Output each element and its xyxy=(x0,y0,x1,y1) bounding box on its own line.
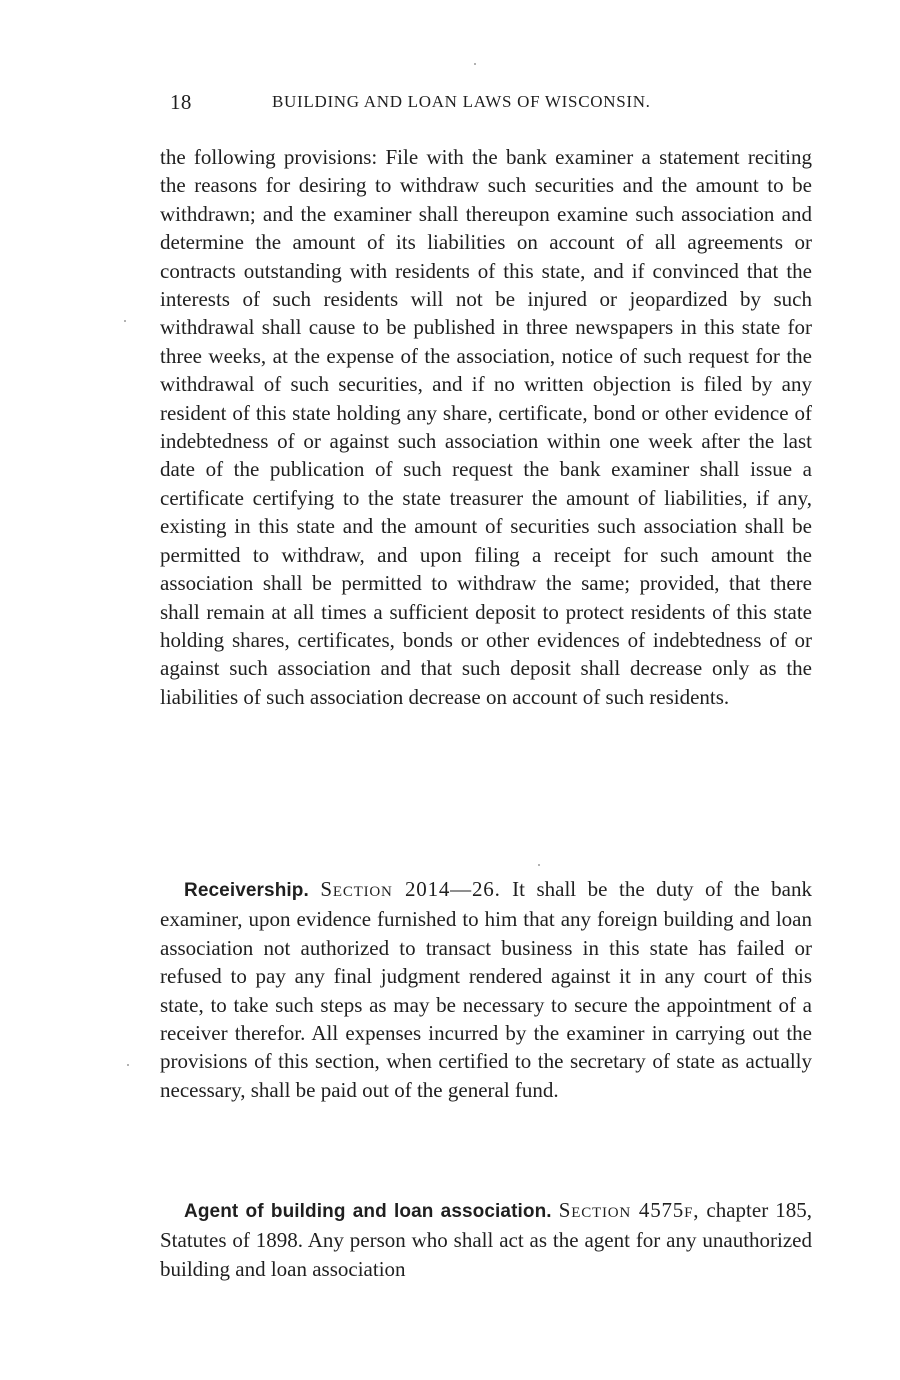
section-reference: Section 4575f, xyxy=(558,1198,700,1222)
paragraph-withdrawal-provisions xyxy=(160,143,812,711)
paper-speck xyxy=(538,864,540,866)
running-head: BUILDING AND LOAN LAWS OF WISCONSIN. xyxy=(272,92,651,111)
page-header xyxy=(170,86,790,118)
paper-speck xyxy=(124,320,126,322)
paper-speck xyxy=(474,63,476,65)
paragraph-text: the following provisions: File with the bank examiner a statement reciting the reasons for desiring to withdraw such securities and the amount to be withdrawn; and the examiner shall thereupon examine such association and determine the amount of its liabilities on account of all agreements or contracts outstanding with residents of this state, and if convinced that the interests of such residents will not be injured or jeopardized by such withdrawal shall cause to be published in three newspapers in this state for three weeks, at the expense of the association, notice of such request for the withdrawal of such securities, and if no written objection is filed by any resident of this state holding any share, certificate, bond or other evidence of indebtedness of or against such association within one week after the last date of the publication of such request the bank examiner shall issue a certificate certifying to the state treasurer the amount of liabilities, if any, existing in this state and the amount of securities such association shall be permitted to withdraw, and upon filing a receipt for such amount the association shall be permitted to withdraw the same; provided, that there shall remain at all times a sufficient deposit to protect residents of this state holding shares, certificates, bonds or other evidences of indebtedness of or against such association and that such deposit shall decrease only as the liabilities of such association decrease on account of such residents. xyxy=(160,145,812,709)
paper-speck xyxy=(127,1064,129,1066)
paragraph-text: chapter 185, Statutes of 1898. Any person who shall act as the agent for any unauthorized building and loan association xyxy=(160,1198,813,1281)
page-number: 18 xyxy=(170,90,192,114)
paragraph-text: It shall be the duty of the bank examiner, upon evidence furnished to him that any foreign building and loan association not authorized to transact business in this state has failed or refused to pay any final judgment rendered against it in any court of this state, to take such steps as may be necessary to secure the appointment of a receiver therefor. All expenses incurred by the examiner in carrying out the provisions of this section, when certified to the secretary of state as actually necessary, shall be paid out of the general fund. xyxy=(160,877,812,1102)
side-heading: Receivership. xyxy=(184,880,309,901)
paragraph-agent xyxy=(160,1196,812,1283)
side-heading: Agent of building and loan association. xyxy=(184,1201,552,1222)
paragraph-receivership xyxy=(160,875,812,1104)
section-reference: Section 2014—26. xyxy=(320,877,501,901)
